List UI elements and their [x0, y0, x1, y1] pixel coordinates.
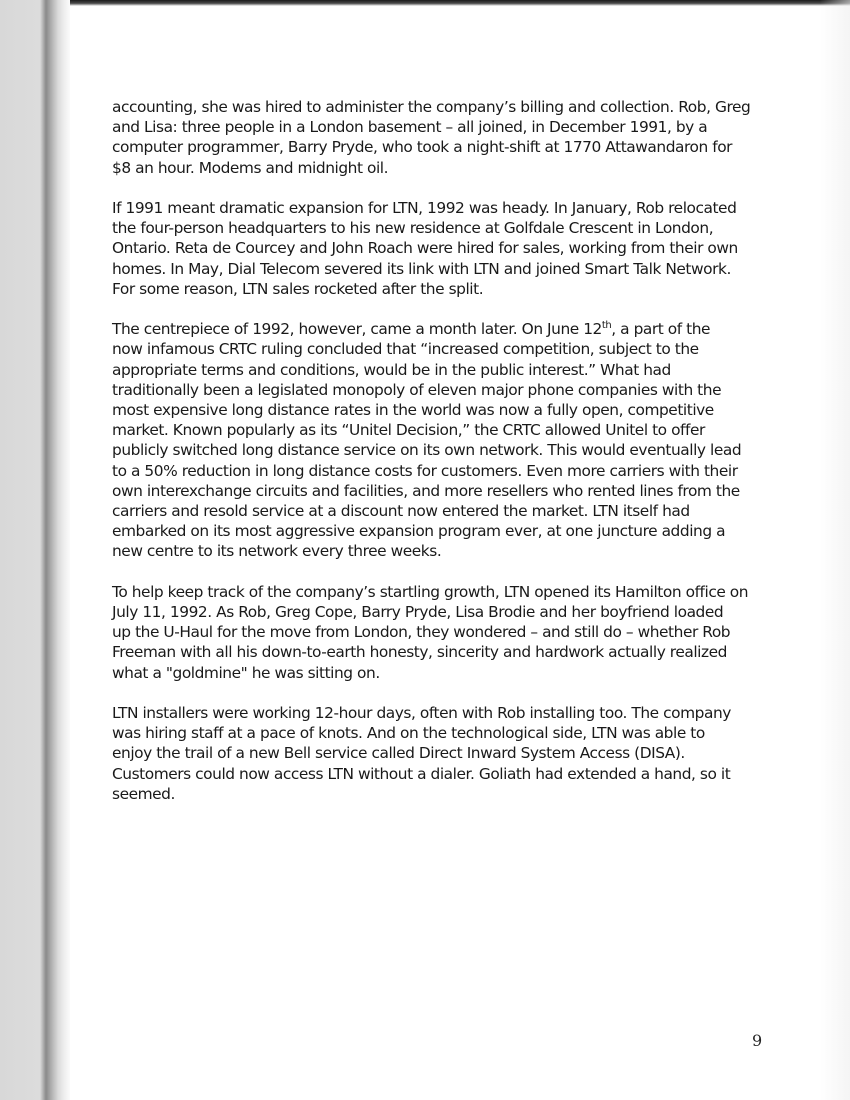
text-line: most expensive long distance rates in the world was now a fully open, competitive: [112, 401, 714, 420]
text-line: to a 50% reduction in long distance costs for customers. Even more carriers with their: [112, 461, 738, 480]
text-line: market. Known popularly as its “Unitel Decision,” the CRTC allowed Unitel to offer: [112, 421, 705, 440]
text-line: own interexchange circuits and facilities, and more resellers who rented lines from the: [112, 481, 740, 500]
text-line: LTN installers were working 12-hour days, often with Rob installing too. The company: [112, 704, 731, 723]
text-fragment: , a part of the: [611, 320, 711, 339]
text-line: traditionally been a legislated monopoly of eleven major phone companies with the: [112, 380, 722, 399]
text-line: and Lisa: three people in a London basement – all joined, in December 1991, by a: [112, 118, 708, 137]
text-line: appropriate terms and conditions, would be in the public interest.” What had: [112, 360, 671, 379]
scan-top-edge: [0, 0, 850, 6]
text-line: embarked on its most aggressive expansion program ever, at one juncture adding a: [112, 522, 726, 541]
text-line: July 11, 1992. As Rob, Greg Cope, Barry Pryde, Lisa Brodie and her boyfriend loaded: [112, 603, 724, 622]
right-edge-shade: [820, 0, 850, 1100]
superscript: th: [601, 320, 612, 332]
text-line: If 1991 meant dramatic expansion for LTN, 1992 was heady. In January, Rob relocated: [112, 199, 737, 217]
paragraph-2: [112, 198, 772, 299]
text-line: Freeman with all his down-to-earth honesty, sincerity and hardwork actually realized: [112, 643, 727, 662]
text-line: new centre to its network every three weeks.: [112, 542, 442, 561]
text-line: For some reason, LTN sales rocketed after the split.: [112, 279, 484, 298]
text-line: the four-person headquarters to his new residence at Golfdale Crescent in London,: [112, 219, 714, 238]
text-line-with-superscript: [112, 319, 772, 339]
text-line: Customers could now access LTN without a dialer. Goliath had extended a hand, so it: [112, 764, 731, 783]
text-line: To help keep track of the company’s startling growth, LTN opened its Hamilton office on: [112, 582, 749, 601]
paragraph-3: [112, 319, 772, 561]
binding-shadow: [0, 0, 70, 1100]
text-line: seemed.: [112, 784, 175, 803]
text-line: homes. In May, Dial Telecom severed its link with LTN and joined Smart Talk Network.: [112, 259, 731, 278]
text-line: now infamous CRTC ruling concluded that “increased competition, subject to the: [112, 340, 699, 359]
text-fragment: The centrepiece of 1992, however, came a month later. On June 12: [112, 320, 602, 339]
text-line: $8 an hour. Modems and midnight oil.: [112, 158, 389, 177]
paragraph-5: [112, 703, 772, 804]
text-line: accounting, she was hired to administer the company’s billing and collection. Rob, Greg: [112, 98, 751, 116]
body-text: [112, 97, 772, 824]
text-line: Ontario. Reta de Courcey and John Roach were hired for sales, working from their own: [112, 239, 738, 258]
text-line: publicly switched long distance service on its own network. This would eventually lead: [112, 441, 742, 460]
paragraph-4: [112, 582, 772, 683]
text-line: was hiring staff at a pace of knots. And on the technological side, LTN was able to: [112, 724, 705, 743]
page-number: 9: [752, 1031, 763, 1050]
text-line: up the U-Haul for the move from London, they wondered – and still do – whether Rob: [112, 623, 731, 642]
text-line: computer programmer, Barry Pryde, who took a night-shift at 1770 Attawandaron for: [112, 138, 733, 157]
text-line: enjoy the trail of a new Bell service called Direct Inward System Access (DISA).: [112, 744, 685, 763]
paragraph-1: [112, 97, 772, 178]
text-line: carriers and resold service at a discount now entered the market. LTN itself had: [112, 502, 690, 521]
text-line: what a "goldmine" he was sitting on.: [112, 663, 380, 682]
